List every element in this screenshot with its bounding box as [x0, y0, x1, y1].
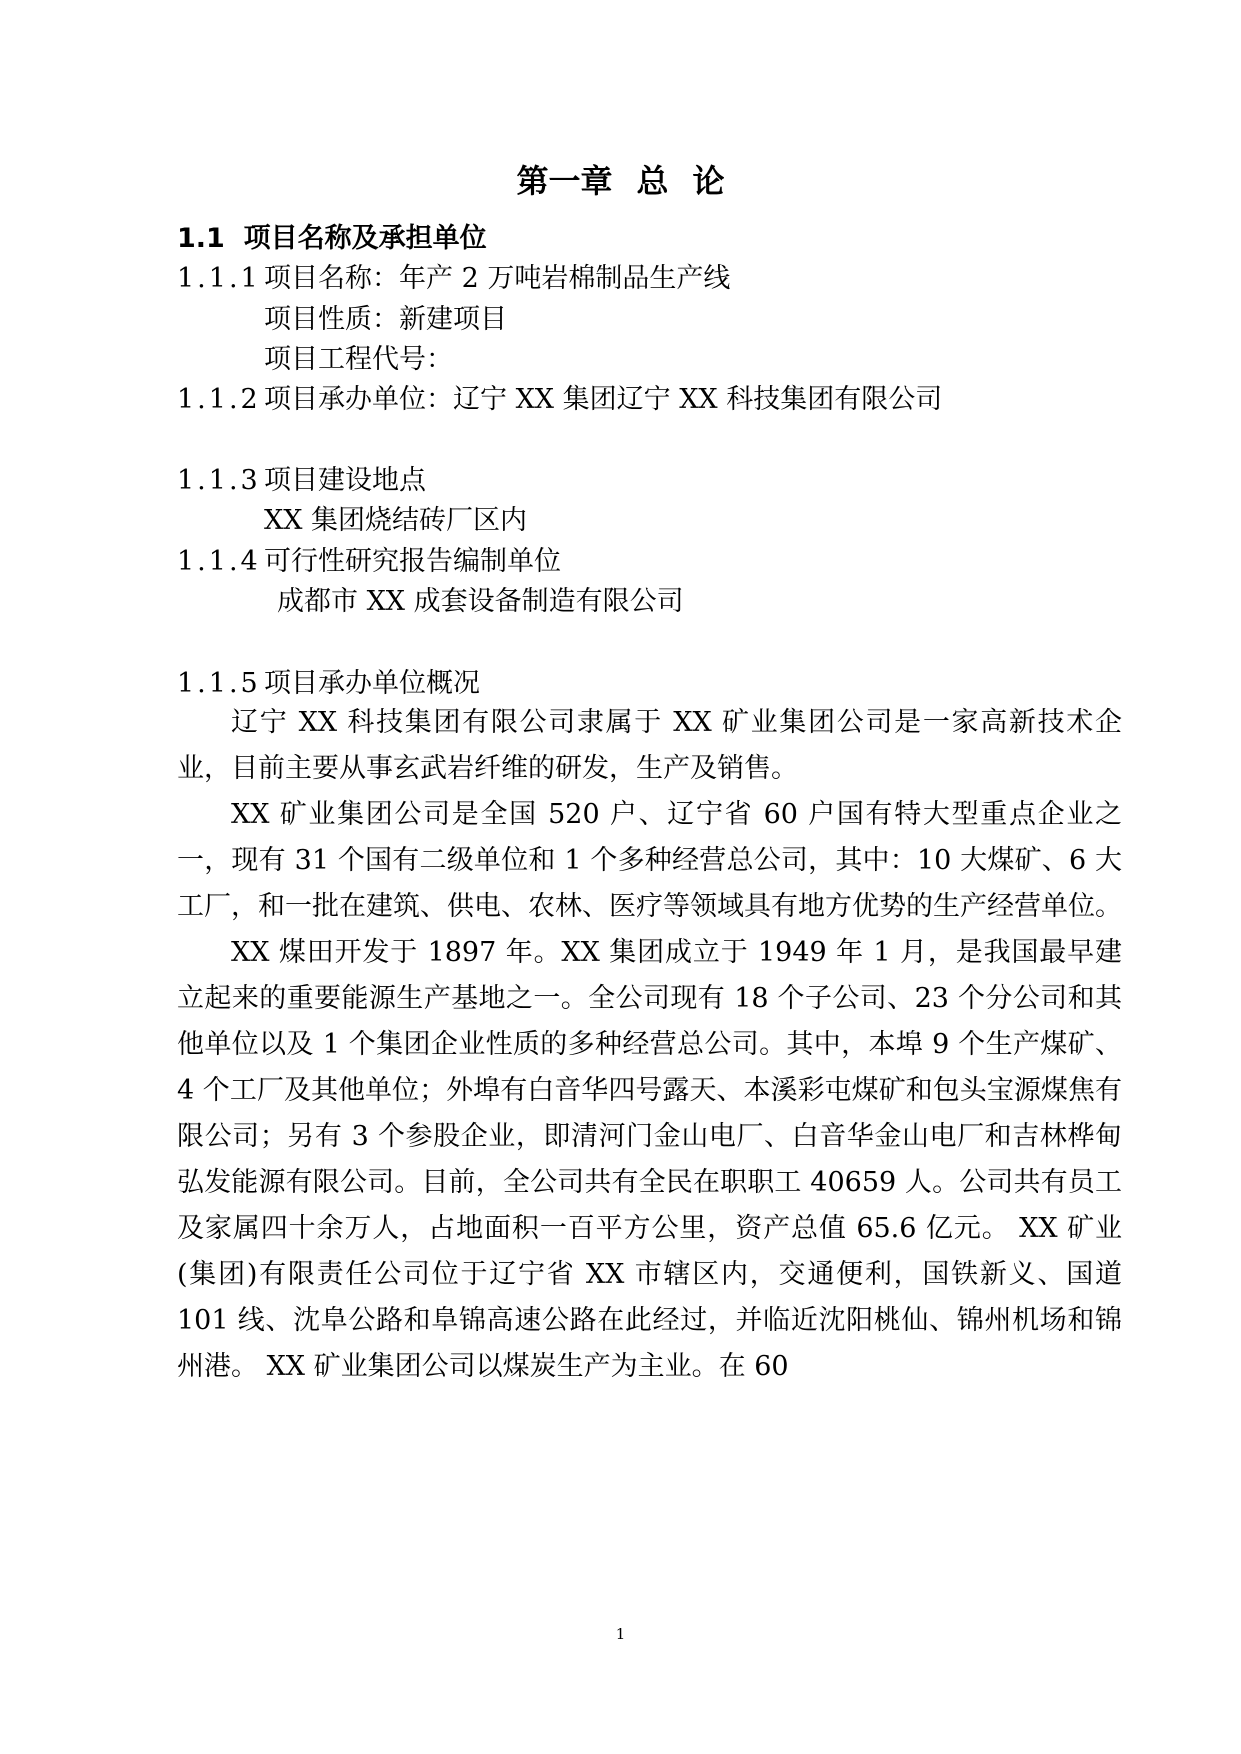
chapter-title [0, 156, 1241, 202]
item-number: 1.1.2 [177, 384, 261, 415]
compiler-heading: 可行性研究报告编制单位 [264, 546, 561, 577]
report-compiler: 成都市 XX 成套设备制造有限公司 [277, 586, 684, 617]
section-title: 项目名称及承担单位 [243, 223, 487, 254]
project-nature: 项目性质：新建项目 [264, 304, 507, 335]
item-number: 1.1.1 [177, 263, 261, 294]
item-1-1-3 [177, 467, 426, 494]
item-1-1-1 [177, 265, 730, 292]
item-1-1-5 [177, 670, 480, 697]
project-location: XX 集团烧结砖厂区内 [264, 505, 528, 536]
item-1-1-4 [177, 548, 561, 575]
item-number: 1.1.3 [177, 465, 261, 496]
section-number: 1.1 [177, 223, 225, 254]
chapter-number: 第一章 [516, 162, 613, 200]
paragraph: XX 煤田开发于 1897 年。XX 集团成立于 1949 年 1 月，是我国最早建立起来的重要能源生产基地之一。全公司现有 18 个子公司、23 个分公司和其他单位以及 1 个集团企业性质的多种经营总公司。其中，本埠 9 个生产煤矿、4 个工厂及其他单位；外埠有白音华四号露天、本溪彩屯煤矿和包头宝源煤焦有限公司；另有 3 个参股企业，即清河门金山电厂、白音华金山电厂和吉林桦甸弘发能源有限公司。目前，全公司共有全民在职职工 40659 人。公司共有员工及家属四十余万人，占地面积一百平方公里，资产总值 65.6 亿元。 XX 矿业(集团)有限责任公司位于辽宁省 XX 市辖区内，交通便利，国铁新义、国道 101 线、沈阜公路和阜锦高速公路在此经过，并临近沈阳桃仙、锦州机场和锦州港。 XX 矿业集团公司以煤炭生产为主业。在 60 [177, 937, 1122, 1382]
chapter-title-char-1: 总 [636, 162, 669, 200]
project-undertaker: 项目承办单位：辽宁 XX 集团辽宁 XX 科技集团有限公司 [264, 384, 943, 415]
item-number: 1.1.5 [177, 668, 261, 699]
location-heading: 项目建设地点 [264, 465, 426, 496]
project-code: 项目工程代号： [264, 344, 453, 375]
chapter-title-char-2: 论 [692, 162, 725, 200]
page-number: 1 [615, 1625, 626, 1643]
item-1-1-2 [177, 386, 942, 413]
paragraph: 辽宁 XX 科技集团有限公司隶属于 XX 矿业集团公司是一家高新技术企业，目前主要从事玄武岩纤维的研发，生产及销售。 [177, 707, 1122, 784]
paragraph: XX 矿业集团公司是全国 520 户、辽宁省 60 户国有特大型重点企业之一，现有 31 个国有二级单位和 1 个多种经营总公司，其中：10 大煤矿、6 大工厂，和一批在建筑、供电、农林、医疗等领域具有地方优势的生产经营单位。 [177, 799, 1122, 922]
overview-body [177, 700, 1122, 1390]
item-number: 1.1.4 [177, 546, 261, 577]
overview-heading: 项目承办单位概况 [264, 668, 480, 699]
section-heading [177, 225, 487, 252]
project-name: 项目名称：年产 2 万吨岩棉制品生产线 [264, 263, 731, 294]
